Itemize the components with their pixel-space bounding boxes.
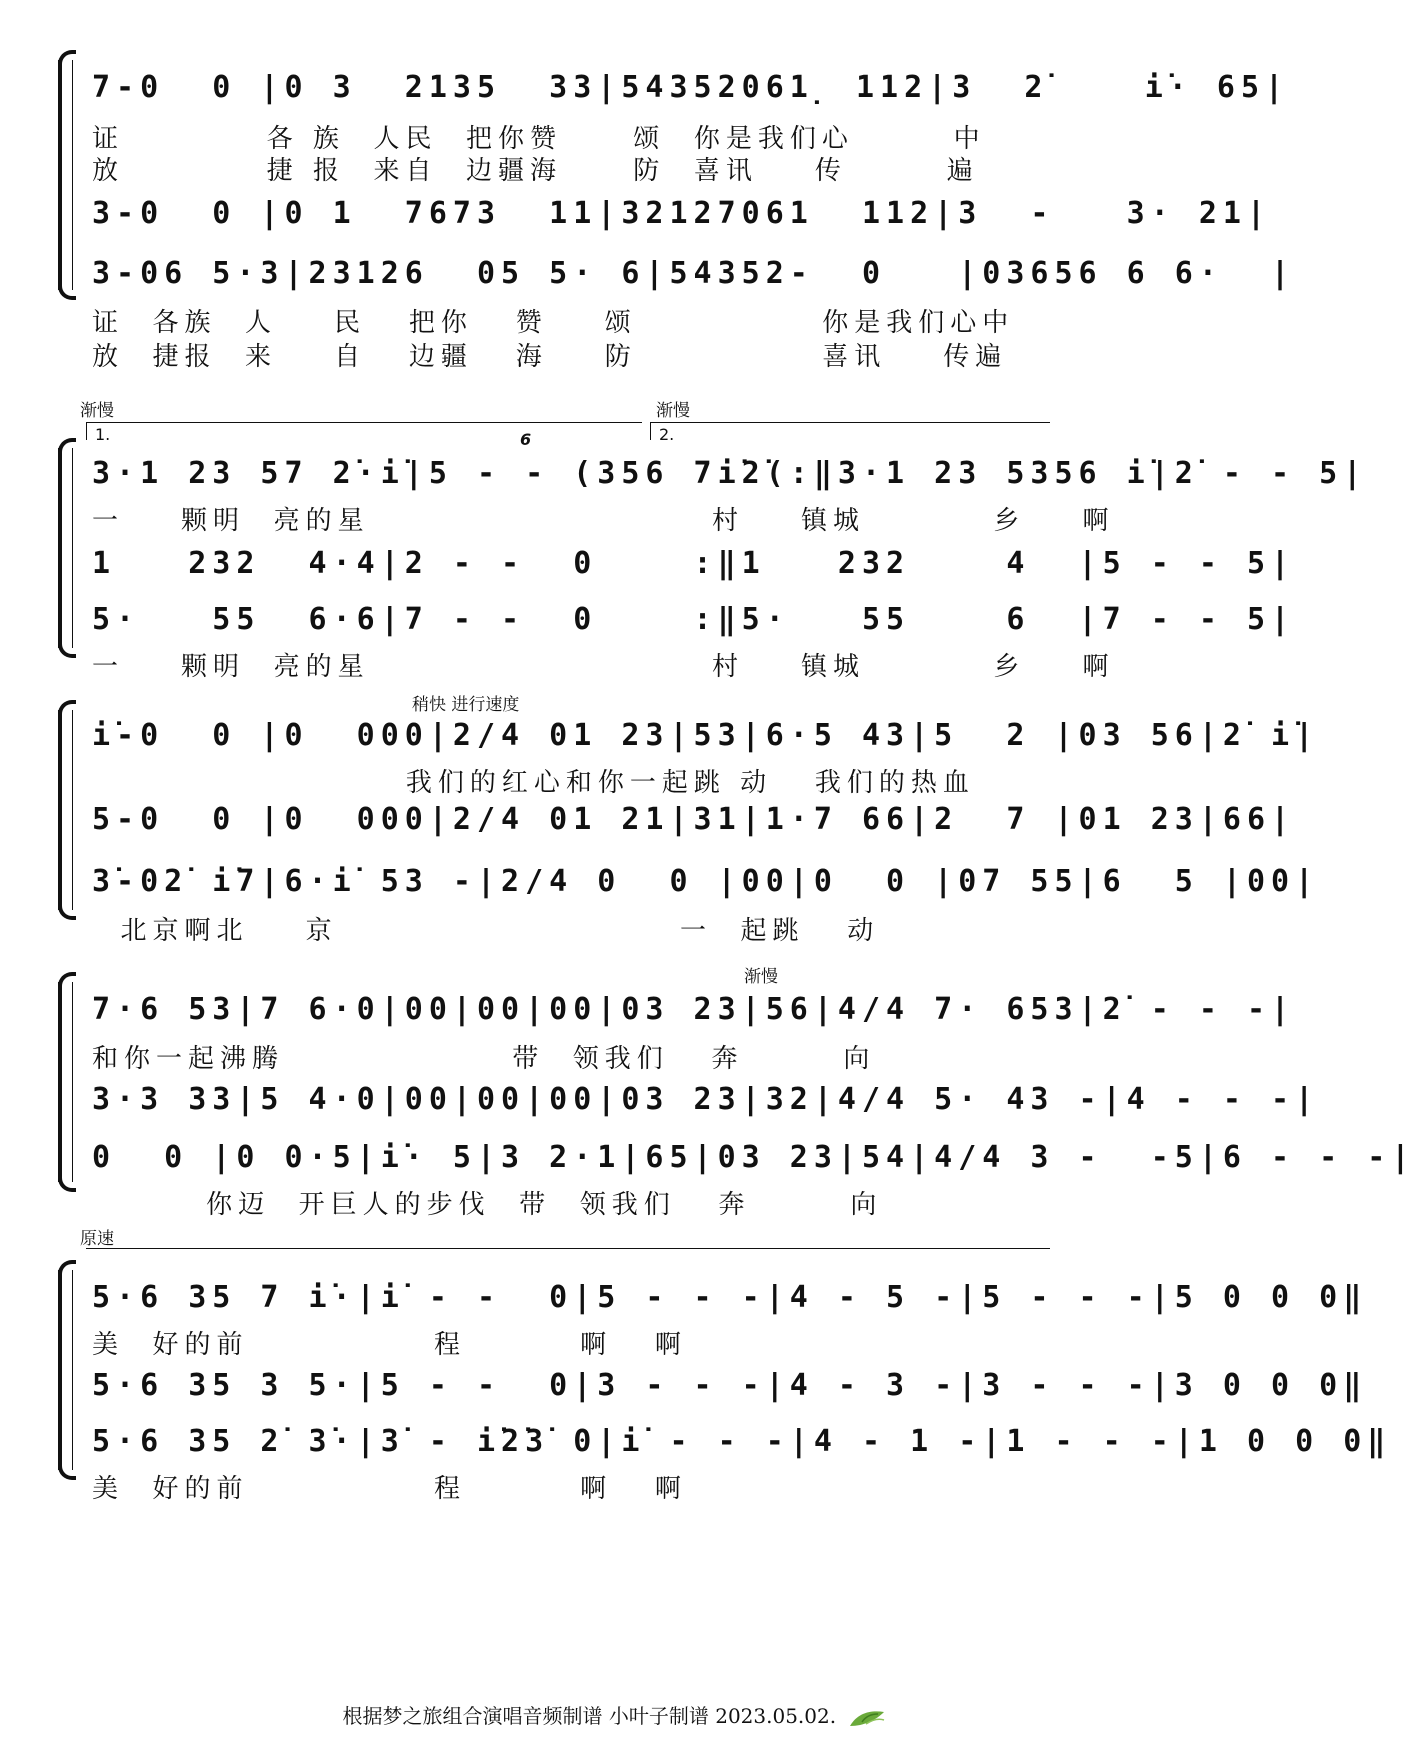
tempo-mark: 渐慢: [80, 401, 114, 421]
alto-notes: 3·3 33|5 4·0|00|00|00|03 23|32|4/4 5· 43 -|4 - - -|: [92, 1082, 1320, 1117]
soprano-notes: 5·6 35 7 i̇·|i̇ - - 0|5 - - -|4 - 5 -|5 - - -|5 0 0 0‖: [92, 1280, 1368, 1315]
system-bracket: [58, 710, 72, 910]
lyrics-verse-2: 放 捷 报 来自 边疆海 防 喜讯 传 遍: [92, 156, 979, 186]
system-bracket: [58, 448, 72, 648]
alto-notes: 1 232 4·4|2 - - 0 :‖1 232 4 |5 - - 5|: [92, 546, 1296, 581]
leaf-icon: [848, 1708, 886, 1728]
alto-notes: 5-0 0 |0 000|2/4 01 21|31|1·7 66|2 7 |01 23|66|: [92, 802, 1296, 837]
footer-credit: [0, 1700, 1229, 1729]
tempo-line: [86, 1248, 1050, 1266]
system-bracket: [58, 982, 72, 1182]
footer-text: 根据梦之旅组合演唱音频制谱 小叶子制谱 2023.05.02.: [342, 1704, 837, 1728]
tempo-mark: 渐慢: [744, 967, 778, 987]
lyrics: 一 颗明 亮的星 村 镇城 乡 啊: [92, 506, 1115, 536]
alto-notes: 5·6 35 3 5·|5 - - 0|3 - - -|4 - 3 -|3 - - -|3 0 0 0‖: [92, 1368, 1368, 1403]
volta-bracket: 1.: [86, 422, 642, 440]
system-brace-line: [72, 982, 73, 1182]
soprano-notes: 7-0 0 |0 3 2135 33|54352061̣ 112|3 2̇ i̇· 65|: [92, 70, 1290, 105]
tenor-notes: 5· 55 6·6|7 - - 0 :‖5· 55 6 |7 - - 5|: [92, 602, 1296, 637]
tenor-notes: 3̇-02̇ i̇7|6·i̇ 53 -|2/4 0 0 |00|0 0 |07 55|6 5 |00|: [92, 864, 1320, 899]
tempo-mark: 原速: [80, 1229, 114, 1249]
lyrics-verse-1: 证 各族 人 民 把你 赞 颂 你是我们心中: [92, 308, 1015, 338]
lyrics: 我们的红心和你一起跳 动 我们的热血: [92, 768, 975, 798]
system-brace-line: [72, 1270, 73, 1470]
tuplet-mark: 6: [520, 430, 532, 449]
system-brace-line: [72, 448, 73, 648]
lyrics-verse-1: 证 各 族 人民 把你赞 颂 你是我们心 中: [92, 124, 986, 154]
system-brace-line: [72, 60, 73, 290]
lyrics-verse-2: 放 捷报 来 自 边疆 海 防 喜讯 传遍: [92, 342, 1008, 372]
alto-notes: 3-0 0 |0 1 7673 11|32127061 112|3 - 3· 21|: [92, 196, 1272, 231]
tenor-notes: 5·6 35 2̇ 3̇·|3̇ - i̇2̇3̇ 0|i̇ - - -|4 - 1 -|1 - - -|1 0 0 0‖: [92, 1424, 1392, 1459]
volta-bracket: 2.: [650, 422, 1050, 440]
tempo-mark: 稍快 进行速度: [412, 695, 520, 715]
lyrics: 北京啊北 京 一 起跳 动: [92, 916, 880, 946]
system-bracket: [58, 1270, 72, 1470]
system-brace-line: [72, 710, 73, 910]
lyrics: 你迈 开巨人的步伐 带 领我们 奔 向: [92, 1190, 883, 1220]
soprano-notes: 3·1 23 57 2̇·i̇|5 - - (356 7i̇2̇(:‖3·1 23 5356 i̇|2̇ - - 5|: [92, 456, 1368, 491]
tenor-notes: 3-06 5·3|23126 05 5· 6|54352- 0 |03656 6 6· |: [92, 256, 1296, 291]
lyrics: 美 好的前 程 啊 啊: [92, 1474, 687, 1504]
system-bracket: [58, 60, 72, 290]
tenor-notes: 0 0 |0 0·5|i̇· 5|3 2·1|65|03 23|54|4/4 3 - -5|6 - - -|: [92, 1140, 1415, 1175]
soprano-notes: 7·6 53|7 6·0|00|00|00|03 23|56|4/4 7· 653|2̇ - - -|: [92, 992, 1296, 1027]
lyrics: 一 颗明 亮的星 村 镇城 乡 啊: [92, 652, 1115, 682]
tempo-mark: 渐慢: [656, 401, 690, 421]
soprano-notes: i̇-0 0 |0 000|2/4 01 23|53|6·5 43|5 2 |03 56|2̇ i̇|: [92, 718, 1320, 753]
lyrics: 和你一起沸腾 带 领我们 奔 向: [92, 1044, 876, 1074]
lyrics: 美 好的前 程 啊 啊: [92, 1330, 687, 1360]
